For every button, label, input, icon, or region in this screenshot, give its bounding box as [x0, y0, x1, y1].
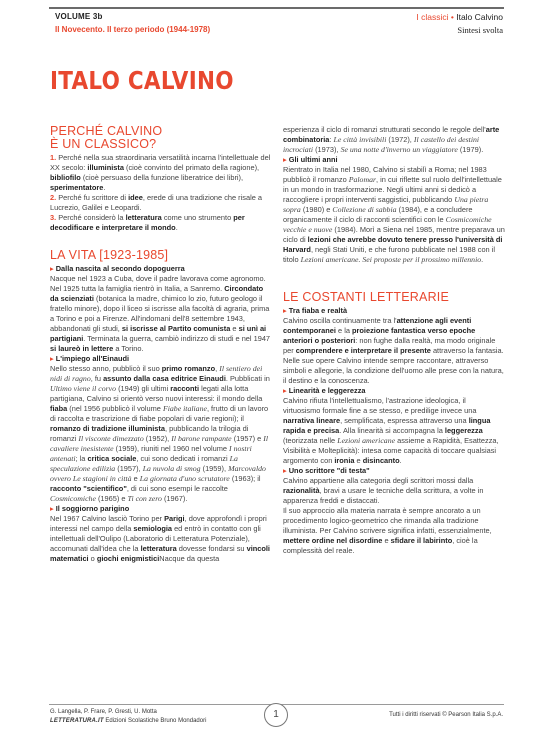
subsection-title: ▸ Tra fiaba e realtà: [283, 306, 505, 316]
page-title: ITALO CALVINO: [50, 66, 234, 95]
paragraph: Calvino appartiene alla categoria degli scrittori mossi dalla razionalità, bravi a usare le tecniche della scrittura, a volte in apparenza freddi e distaccati.: [283, 476, 484, 505]
subsection-title: ▸ Il soggiorno parigino: [50, 504, 272, 514]
paragraph: Nacque nel 1923 a Cuba, dove il padre lavorava come agronomo. Nel 1925 tutta la famiglia rientrò in Italia, a Sanremo. Circondato da scienziati (botanica la madre, chimico lo zio, futuro geologo il fratello minore), dopo il liceo si iscrisse alla facoltà di agraria, prima a Torino e poi a Firenze. All'indomani dell'8 settembre 1943, abbandonati gli studi, si iscrisse al Partito comunista e si unì ai partigiani. Terminata la guerra, cambiò indirizzo di studi e nel 1947 si laureò in lettere a Torino.: [50, 274, 271, 353]
section-heading-costanti: LE COSTANTI LETTERARIE: [283, 290, 450, 304]
subtitle-label: Sintesi svolta: [457, 25, 503, 35]
section-heading-perche: PERCHÉ CALVINO È UN CLASSICO?: [50, 124, 163, 151]
brand-logo: LETTERATURA.IT: [50, 718, 104, 724]
paragraph: 1. Perché nella sua straordinaria versatilità incarna l'intellettuale del XX secolo: illuminista (cioè convinto del primato della ragione), bibliofilo (cioè persuaso della funzione liberatrice dei libri), sperimentatore.: [50, 153, 271, 192]
copyright-notice: Tutti i diritti riservati © Pearson Italia S.p.A.: [389, 712, 503, 718]
paragraph: Calvino oscilla continuamente tra l'attenzione agli eventi contemporanei e la proiezione fantastica verso epoche anteriori o posteriori: non fughe dalla realtà, ma modo originale per comprendere e interpretare il presente attraverso la fantasia. Nelle sue opere Calvino intende sempre raccontare, attraverso simboli e allegorie, la condizione dell'uomo alle prese con la natura, il destino e la conoscenza.: [283, 316, 504, 385]
subsection-title: ▸ Gli ultimi anni: [283, 155, 505, 165]
paragraph: Calvino rifiuta l'intellettualismo, l'astrazione ideologica, il virtuosismo formale fine a se stesso, e predilige invece una narrativa lineare, semplificata, espressa attraverso una lingua rapida e precisa. Alla linearità si accompagna la leggerezza (teorizzata nelle Lezioni americane assieme a Rapidità, Esattezza, Visibilità e Molteplicità): intesa come capacità di toccare qualsiasi argomento con ironia e disincanto.: [283, 396, 499, 465]
left-column: [50, 125, 272, 564]
subsection-title: ▸ Linearità e leggerezza: [283, 386, 505, 396]
volume-label: VOLUME 3b: [55, 12, 103, 21]
paragraph: 2. Perché fu scrittore di idee, erede di una tradizione che risale a Lucrezio, Galilei e Leopardi.: [50, 193, 263, 212]
paragraph: Rientrato in Italia nel 1980, Calvino si stabilì a Roma; nel 1983 pubblicò il romanzo Palomar, in cui riflette sul ruolo dell'intellettuale in un mondo in trasformazione. Negli ultimi anni si dedicò a raccogliere i propri interventi saggistici, pubblicando Una pietra sopra (1980) e Collezione di sabbia (1984), e a concludere organicamente il ciclo di racconti scientifici con le Cosmicomiche vecchie e nuove (1984). Morì a Siena nel 1985, mentre preparava un ciclo di lezioni che avrebbe dovuto tenere presso l'università di Harvard, negli Stati Uniti, e che furono pubblicate nel 1988 con il titolo Lezioni americane. Sei proposte per il prossimo millennio.: [283, 165, 505, 264]
subsection-title: ▸ Dalla nascita al secondo dopoguerra: [50, 264, 272, 274]
right-column: [283, 125, 505, 556]
series-name: I classici: [416, 12, 449, 22]
paragraph-continued: esperienza il ciclo di romanzi strutturati secondo le regole dell'arte combinatoria: Le città invisibili (1972), Il castello dei destini incrociati (1973), Se una notte d'inverno un viaggiatore (1979).: [283, 125, 500, 154]
author-name: Italo Calvino: [456, 12, 503, 22]
footer-authors: G. Langella, P. Frare, P. Gresti, U. Motta: [50, 709, 157, 715]
paragraph: 3. Perché considerò la letteratura come uno strumento per decodificare e interpretare il mondo.: [50, 213, 245, 232]
subsection-title: ▸ Uno scrittore "di testa": [283, 466, 505, 476]
paragraph: Il suo approccio alla materia narrata è sempre ancorato a un procedimento logico-geometrico che rimanda alla tradizione illuminista. Per Calvino scrivere significa infatti, essenzialmente, mettere ordine nel disordine e sfidare il labirinto, cioè la complessità del reale.: [283, 506, 492, 555]
publisher-name: Edizioni Scolastiche Bruno Mondadori: [105, 718, 207, 724]
paragraph: Nel 1967 Calvino lasciò Torino per Parigi, dove approfondì i propri interessi nel campo della semiologia ed entrò in contatto con gli intellettuali dell'Oulipo (Laboratorio di Letteratura Potenziale), accomunati dall'idea che la letteratura dovesse fondarsi su vincoli matematici o giochi enigmisticiNacque da questa: [50, 514, 270, 563]
footer-credits: [50, 708, 206, 726]
header-rule: [49, 7, 504, 9]
section-heading-vita: LA VITA [1923-1985]: [50, 248, 169, 262]
series-label: I classici • Italo Calvino: [416, 12, 503, 22]
period-label: Il Novecento. Il terzo periodo (1944-1978): [55, 25, 211, 34]
subsection-title: ▸ L'impiego all'Einaudi: [50, 354, 272, 364]
paragraph: Nello stesso anno, pubblicò il suo primo romanzo, Il sentiero dei nidi di ragno, fu assunto dalla casa editrice Einaudi. Pubblicati in Ultimo viene il corvo (1949) gli ultimi racconti legati alla lotta partigiana, Calvino si orientò verso nuovi interessi: il mondo della fiaba (nel 1956 pubblicò il volume Fiabe italiane, frutto di un lavoro di raccolta e trascrizione di fiabe popolari di varie regioni); il romanzo di tradizione illuminista, pubblicando la trilogia di romanzi Il visconte dimezzato (1952), Il barone rampante (1957) e Il cavaliere inesistente (1959), riuniti nel 1960 nel volume I nostri antenati; la critica sociale, cui sono dedicati i romanzi La speculazione edilizia (1957), La nuvola di smog (1959), Marcovaldo ovvero Le stagioni in città e La giornata d'uno scrutatore (1963); il racconto "scientifico", di cui sono esempi le raccolte Cosmicomiche (1965) e Ti con zero (1967).: [50, 364, 270, 503]
page-number: 1: [264, 703, 288, 727]
